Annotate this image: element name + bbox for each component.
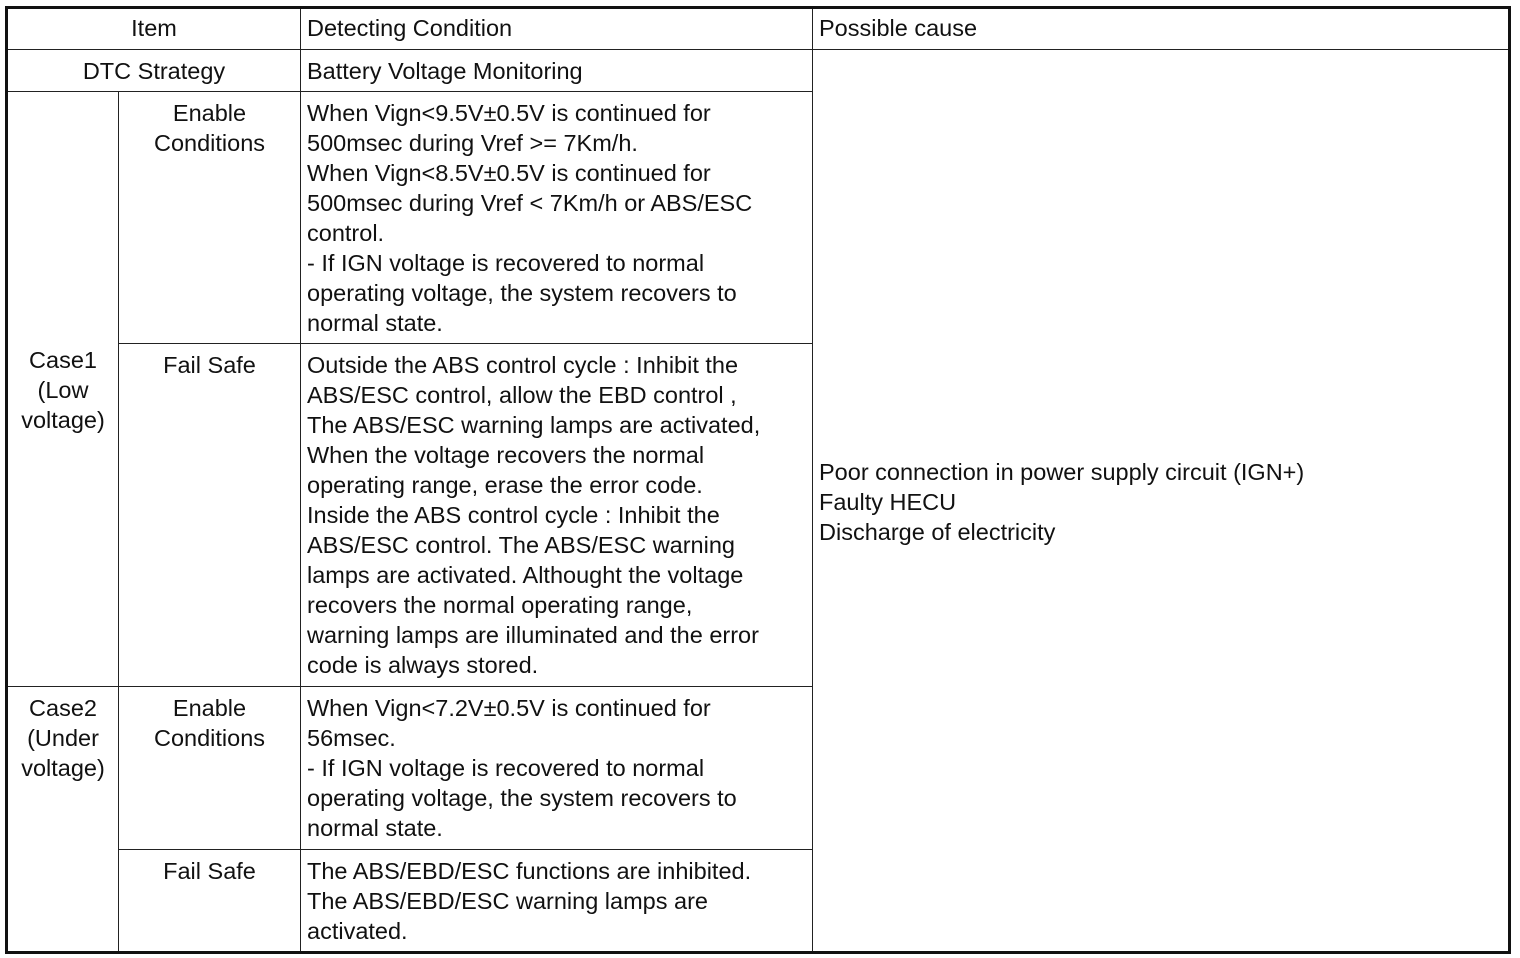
- case2-enable-label: Enable Conditions: [119, 687, 301, 850]
- case1-label: Case1 (Low voltage): [7, 92, 119, 687]
- header-item: Item: [7, 8, 301, 50]
- header-possible-cause: Possible cause: [813, 8, 1510, 50]
- case2-enable-conditions: When Vign<7.2V±0.5V is continued for 56msec. - If IGN voltage is recovered to normal operating voltage, the system recovers to normal state.: [301, 687, 813, 850]
- possible-cause-item: Discharge of electricity: [819, 518, 1056, 545]
- possible-cause-cell: [813, 50, 1510, 953]
- case2-fail-safe-label: Fail Safe: [119, 850, 301, 953]
- dtc-strategy-value: Battery Voltage Monitoring: [301, 50, 813, 92]
- dtc-strategy-label: DTC Strategy: [7, 50, 301, 92]
- case1-fail-safe-text: Outside the ABS control cycle : Inhibit the ABS/ESC control, allow the EBD control , The ABS/ESC warning lamps are activated, When the voltage recovers the normal operating range, erase the error code. Inside the ABS control cycle : Inhibit the ABS/ESC control. The ABS/ESC warning lamps are activated. Althought the voltage recovers the normal operating range, warning lamps are illuminated and the error code is always stored.: [301, 344, 813, 687]
- possible-cause-item: Poor connection in power supply circuit (IGN+): [819, 458, 1305, 485]
- case1-enable-label: Enable Conditions: [119, 92, 301, 344]
- case1-fail-safe-label: Fail Safe: [119, 344, 301, 687]
- possible-cause-list: [819, 457, 1502, 547]
- case2-fail-safe-text: The ABS/EBD/ESC functions are inhibited. The ABS/EBD/ESC warning lamps are activated.: [301, 850, 813, 953]
- dtc-table: [5, 6, 1511, 954]
- possible-cause-item: Faulty HECU: [819, 488, 957, 515]
- dtc-strategy-row: [7, 50, 1510, 92]
- header-detecting-condition: Detecting Condition: [301, 8, 813, 50]
- header-row: [7, 8, 1510, 50]
- case2-label: Case2 (Under voltage): [7, 687, 119, 953]
- case1-enable-conditions: When Vign<9.5V±0.5V is continued for 500msec during Vref >= 7Km/h. When Vign<8.5V±0.5V is continued for 500msec during Vref < 7Km/h or ABS/ESC control. - If IGN voltage is recovered to normal operating voltage, the system recovers to normal state.: [301, 92, 813, 344]
